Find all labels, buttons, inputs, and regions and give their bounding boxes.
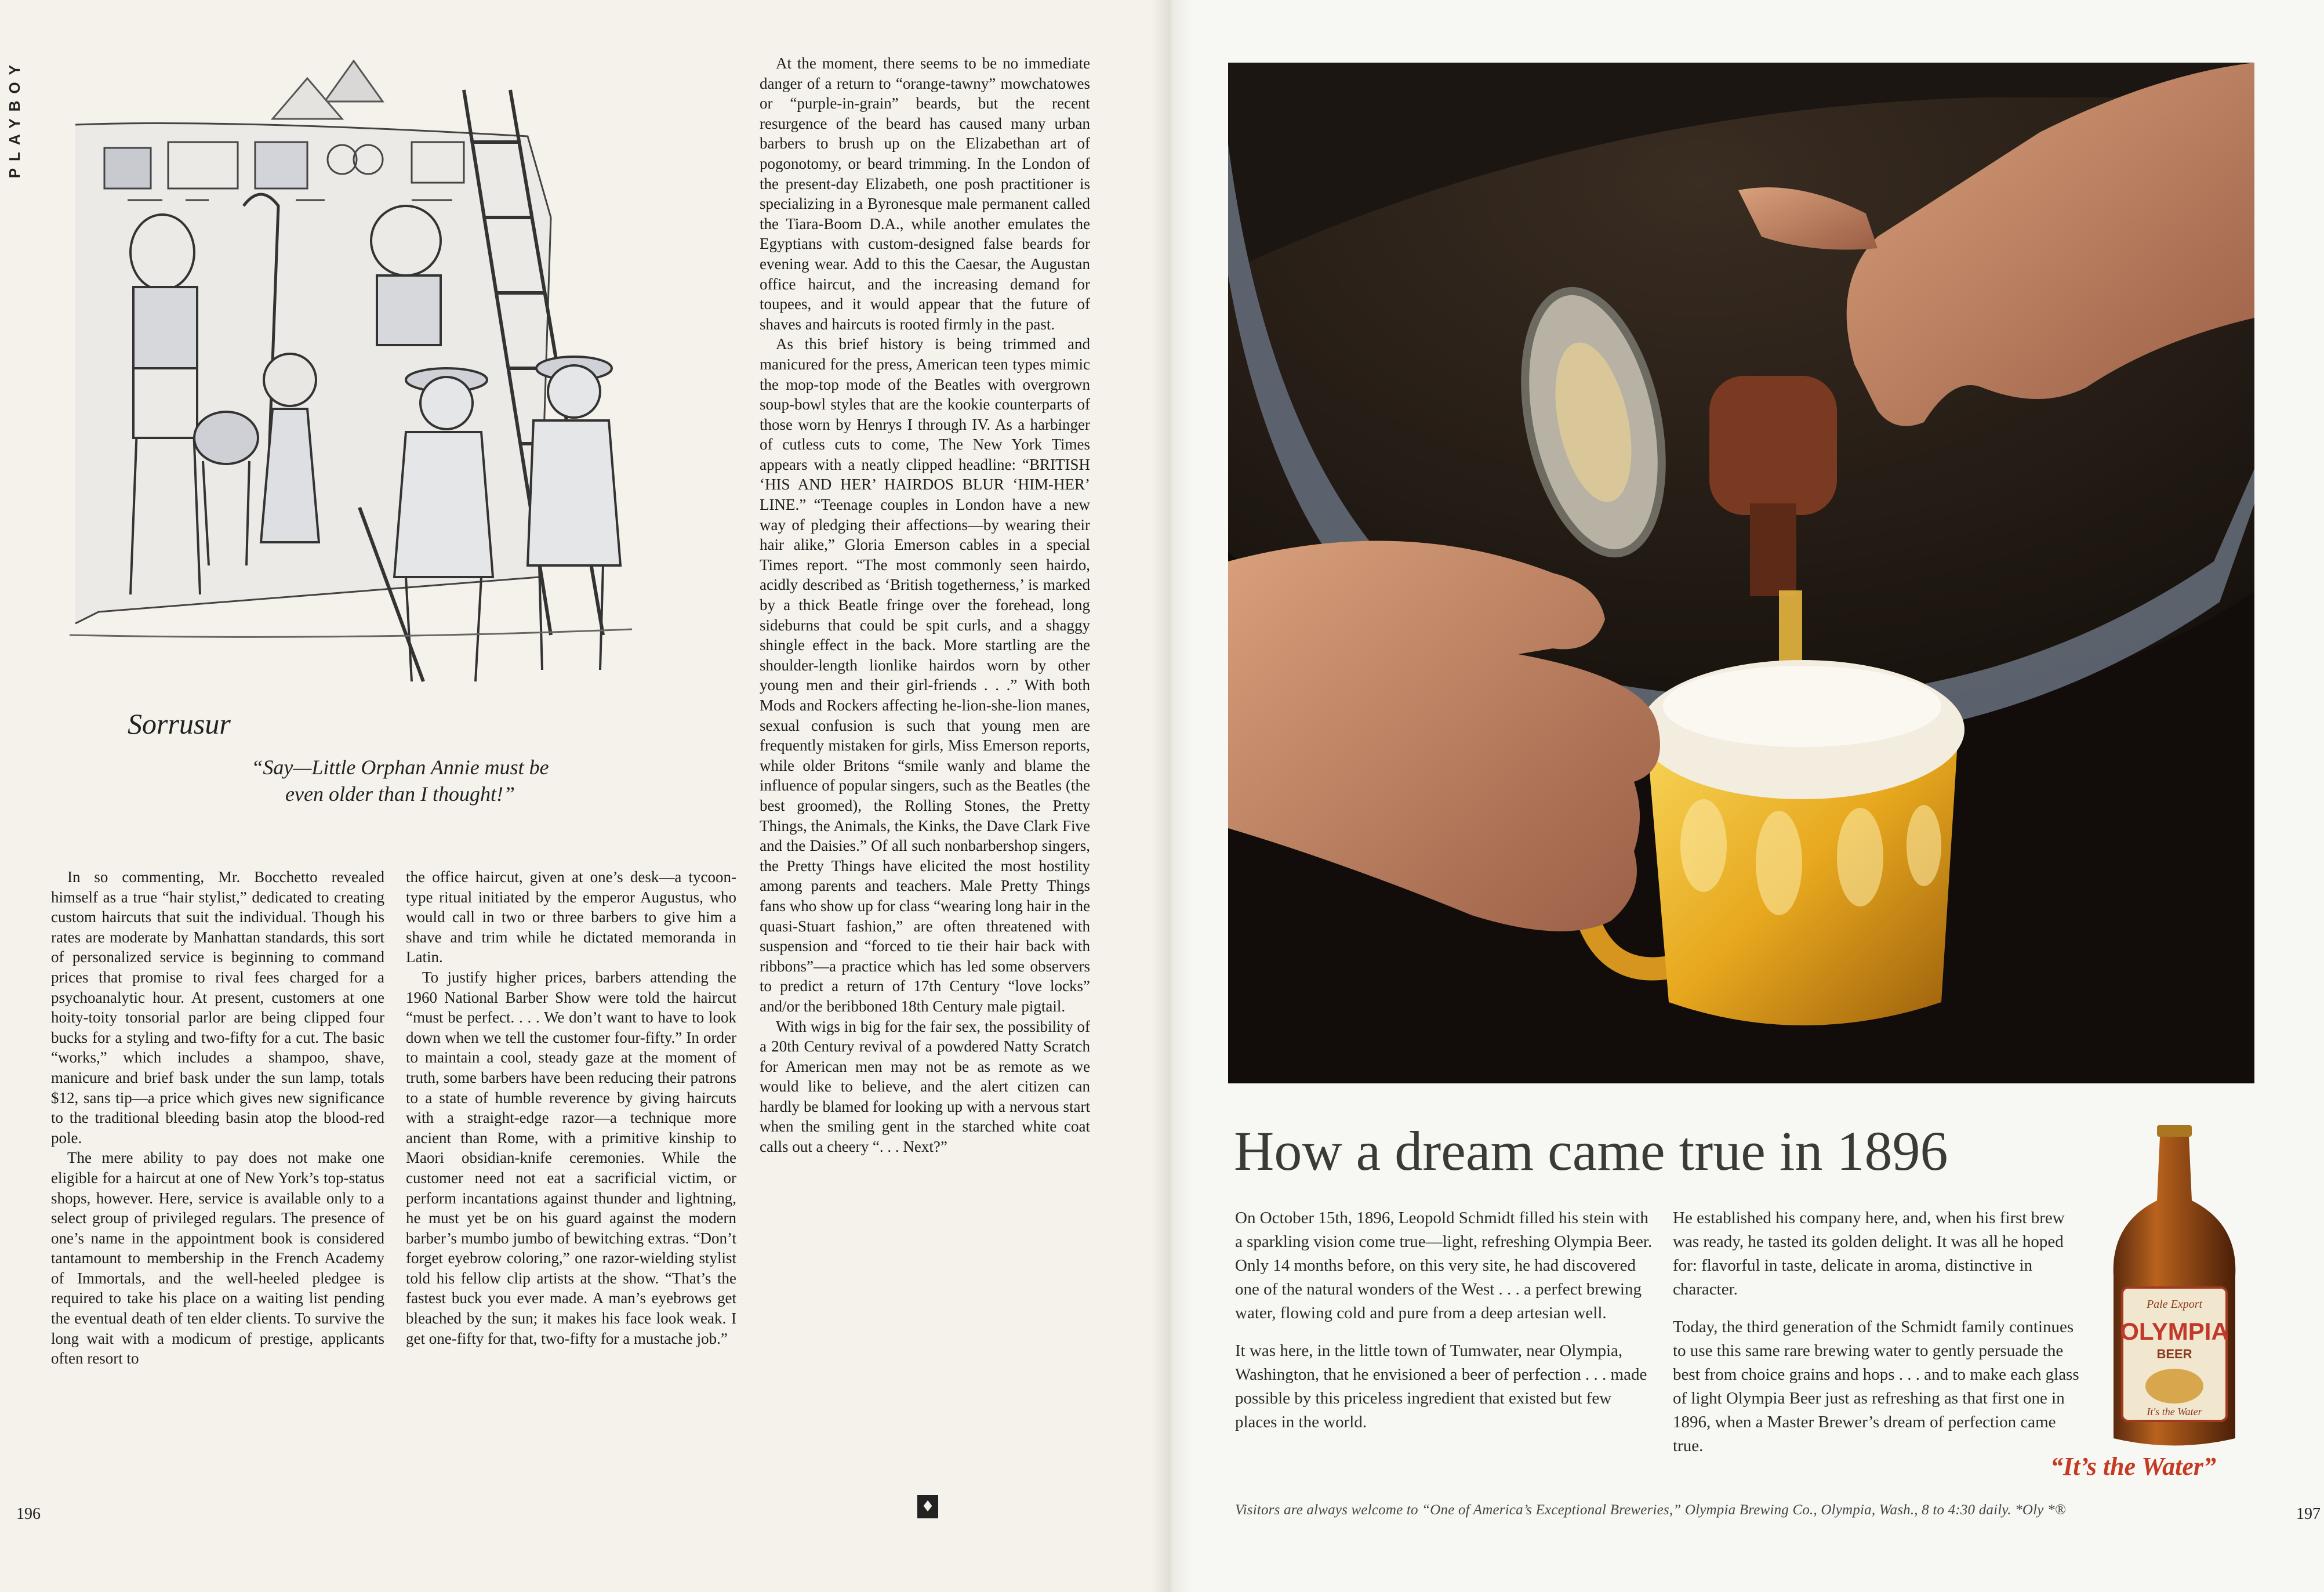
bottle-label-top: Pale Export bbox=[2146, 1298, 2203, 1311]
page-number-right: 197 bbox=[2296, 1505, 2321, 1523]
caption-line-1: “Say—Little Orphan Annie must be bbox=[251, 756, 549, 779]
ad-paragraph: On October 15th, 1896, Leopold Schmidt filled his stein with a sparkling vision come true—light, refreshing Olympia Beer. Only 14 months before, on this very site, he had discovered one of the natural wonders of the West . . . a perfect brewing water, flowing cold and pure from a deep artesian well. bbox=[1235, 1209, 1653, 1322]
beer-pour-photo bbox=[1228, 63, 2254, 1083]
paragraph: To justify higher prices, barbers attending the 1960 National Barber Show were told the haircut “must be perfect. . . . We don’t want to have to look down when we tell the customer four-fifty.” In order to maintain a cool, steady gaze at the moment of truth, some barbers have been reducing their patrons to a state of humble reverence by giving haircuts with a straight-edge razor—a technique more ancient than Rome, with a primitive kinship to Maori obsidian-knife ceremonies. While the customer need not eat a sacrificial victim, or perform incantations against thunder and lightning, he must yet be on his guard against the modern barber’s mumbo jumbo of bewitching extras. “Don’t forget eyebrow coloring,” one razor-wielding stylist told his fellow clip artists at the show. “That’s the fastest buck you ever made. A man’s eyebrows get bleached by the sun; it makes his face look weak. I get one-fifty for that, two-fifty for a mustache job.” bbox=[406, 968, 736, 1347]
ad-paragraph: Today, the third generation of the Schmidt family continues to use this same rare brewing water to gently persuade the best from choice grains and hops . . . and to make each glass of light Olympia Beer just as refreshing as that first one in 1896, when a Master Brewer’s dream of perfection came true. bbox=[1673, 1318, 2079, 1455]
ad-footer-note: Visitors are always welcome to “One of America’s Exceptional Breweries,” Olympia Brewing Co., Olympia, Wash., 8 to 4:30 daily. *Oly *® bbox=[1235, 1502, 2066, 1518]
paragraph: As this brief history is being trimmed and manicured for the press, American teen types mimic the mop-top mode of the Beatles with overgrown soup-bowl styles that are the kookie counterparts of those worn by Henrys I through IV. As a harbinger of cutless cuts to come, The New York Times appears with a neatly clipped headline: “BRITISH ‘HIS AND HER’ HAIRDOS BLUR ‘HIM-HER’ LINE.” “Teenage couples in London have a new way of pledging their affections—by wearing their hair alike,” Gloria Emerson cables in a special Times report. “The most commonly seen hairdo, acidly described as ‘British togetherness,’ is marked by a thick Beatle fringe over the forehead, long sideburns that could be spit curls, and a shaggy shingle effect in the back. More startling are the shoulder-length lionlike hairdos worn by other young men and their girl-friends . . .” With both Mods and Rockers affecting he-lion-she-lion manes, sexual confusion is such that young men are frequently mistaken for girls, Miss Emerson reports, while older Britons “smile wanly and blame the influence of popular singers, such as the Beatles (the best groomed), the Rolling Stones, the Pretty Things, the Animals, the Kinks, the Dave Clark Five and the Daisies.” Of all such nonbarbershop singers, the Pretty Things have elicited the most hostility among parents and teachers. Male Pretty Things fans who show up for class “wearing long hair in the quasi-Stuart fashion,” are often threatened with suspension and “forced to tie their hair back with ribbons”—a practice which has led some observers to predict a return of 17th Century “love locks” and/or the beribboned 18th Century male pigtail. bbox=[760, 335, 1090, 1015]
ad-tagline: “It’s the Water” bbox=[2050, 1452, 2217, 1481]
gutter bbox=[1151, 0, 1192, 1592]
caption-line-2: even older than I thought!” bbox=[285, 782, 515, 806]
paragraph: the office haircut, given at one’s desk—a tycoon-type ritual initiated by the emperor Augustus, who would call in two or three barbers to give him a shave and trim while he dictated memoranda in Latin. bbox=[406, 868, 736, 966]
cartoon-illustration bbox=[52, 55, 736, 751]
cartoon-signature: Sorrusur bbox=[128, 708, 231, 740]
article-column-3 bbox=[760, 53, 1090, 1157]
egyptian-figure-right bbox=[371, 206, 441, 345]
article-column-1 bbox=[51, 867, 384, 1369]
ad-headline: How a dream came true in 1896 bbox=[1234, 1120, 1948, 1182]
playboy-rabbit-icon: ♦ bbox=[917, 1495, 938, 1518]
cartoon-caption bbox=[139, 754, 661, 807]
paragraph: In so commenting, Mr. Bocchetto revealed himself as a true “hair stylist,” dedicated to creating custom haircuts that suit the individual. Though his rates are moderate by Manhattan standards, this sort of personalized service is beginning to command prices that promise to rival fees charged for a psychoanalytic hour. At present, customers at one hoity-toity tonsorial parlor are being clipped four bucks for a styling and two-fifty for a cut. The basic “works,” which includes a shampoo, shave, manicure and brief bask under the sun lamp, totals $12, sans tip—a price which gives new significance to the traditional bleeding basin atop the blood-red pole. bbox=[51, 868, 384, 1147]
ad-paragraph: He established his company here, and, when his first brew was ready, he tasted its golden delight. It was all he hoped for: flavorful in taste, delicate in aroma, distinctive in character. bbox=[1673, 1209, 2065, 1299]
ad-body-column-2 bbox=[1673, 1206, 2090, 1472]
ad-body-column-1 bbox=[1235, 1206, 1655, 1448]
ad-paragraph: It was here, in the little town of Tumwater, near Olympia, Washington, that he envisioned a beer of perfection . . . made possible by this priceless ingredient that existed but few places in the world. bbox=[1235, 1341, 1647, 1431]
page-number-left: 196 bbox=[16, 1505, 41, 1523]
article-column-2 bbox=[406, 867, 736, 1348]
bottle-label-slogan: It's the Water bbox=[2147, 1406, 2202, 1417]
paragraph: The mere ability to pay does not make one eligible for a haircut at one of New York’s top-status shops, however. Here, service is available only to a select group of privileged regulars. The presence of one’s name in the appointment book is considered tantamount to membership in the French Academy of Immortals, and the well-heeled pledgee is required to take his place on a waiting list pending the eventual death of ten elder clients. To survive the long wait with a modicum of prestige, applicants often resort to bbox=[51, 1149, 384, 1368]
bottle-label-sub: BEER bbox=[2156, 1347, 2192, 1361]
bottle-label-brand: OLYMPIA bbox=[2120, 1318, 2229, 1345]
olympia-bottle bbox=[2105, 1125, 2244, 1450]
paragraph: At the moment, there seems to be no immediate danger of a return to “orange-tawny” mowchatowes or “purple-in-grain” beards, but the recent resurgence of the beard has caused many urban barbers to brush up on the Elizabethan art of pogonotomy, or beard trimming. In the London of the present-day Elizabeth, one posh practitioner is specializing in a Byronesque male permanent called the Tiara-Boom D.A., while another emulates the Egyptians with custom-designed false beards for evening wear. Add to this the Caesar, the Augustan office haircut, and the increasing demand for toupees, and it would appear that the future of shaves and haircuts is rooted firmly in the past. bbox=[760, 55, 1090, 333]
paragraph: With wigs in big for the fair sex, the possibility of a 20th Century revival of a powdered Natty Scratch for American men may not be as remote as we would like to believe, and the alert citizen can hardly be blamed for looking up with a nervous start when the smiling gent in the starched white coat calls out a cheery “. . . Next?” bbox=[760, 1017, 1090, 1156]
running-head: PLAYBOY bbox=[6, 58, 23, 179]
